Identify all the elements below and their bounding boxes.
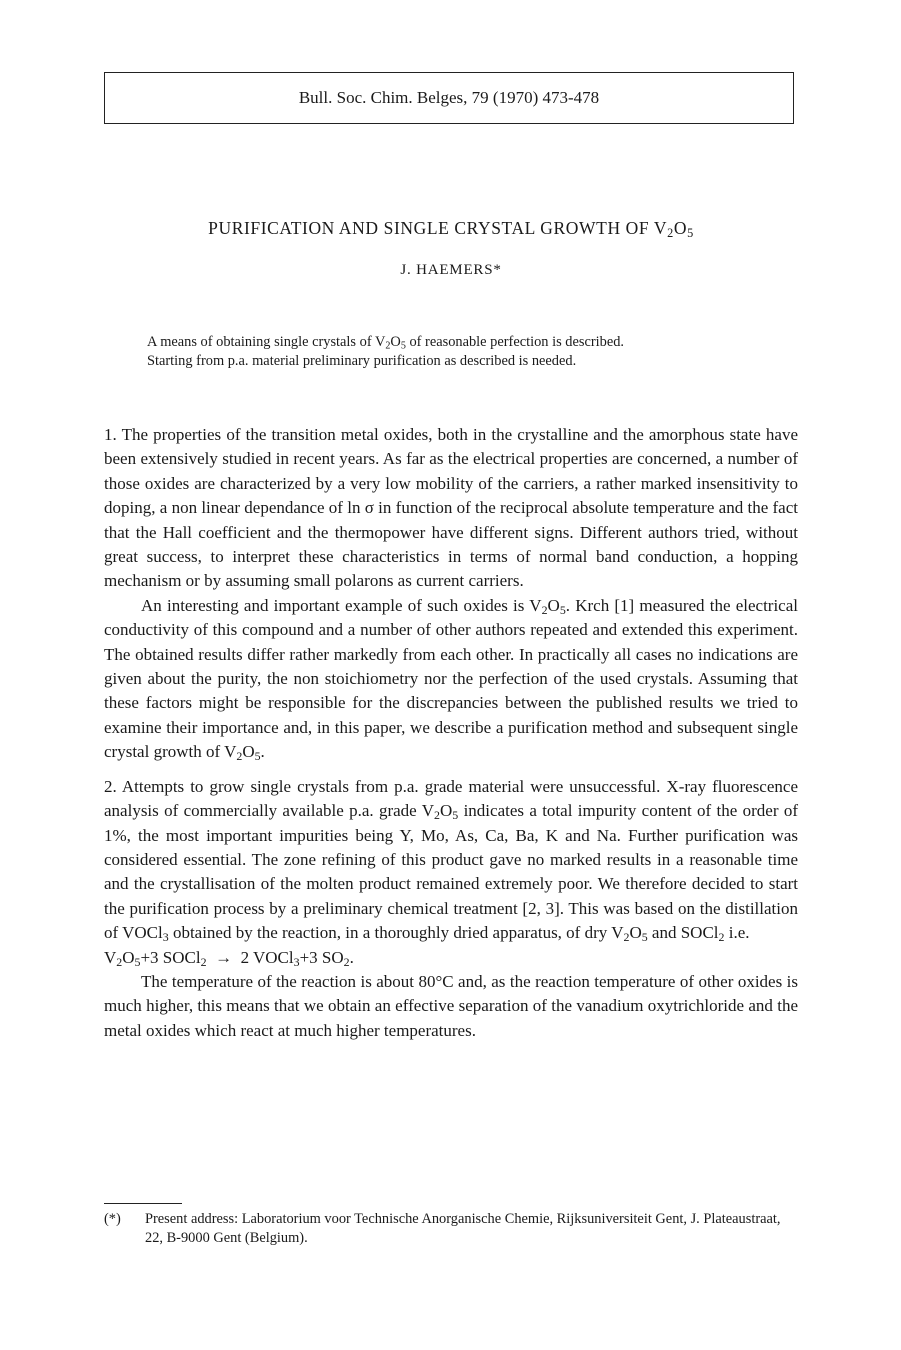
subscript: 5: [254, 749, 261, 764]
title-subscript: 5: [687, 226, 694, 241]
footnote: [104, 1210, 798, 1248]
body-text-span: .: [260, 742, 265, 762]
abstract-subscript: 5: [400, 340, 406, 352]
subscript: 5: [559, 602, 566, 617]
body-text-span: indicates a total impurity content of the order of 1%, the most important impurities being Y, Mo, As, Ca, Ba, K and Na. Further purification was considered essential. The zone refining of this product gave no marked results in a reasonable time and the crystallisation of the molten product remained extremely poor. We therefore decided to start the purification process by a preliminary chemical treatment [2, 3]. This was based on the distillation of VOCl: [104, 801, 799, 943]
section-1-paragraph: 1. The properties of the transition metal oxides, both in the crystalline and the amorphous state have been extensively studied in recent years. As far as the electrical properties are concerned, a number of those oxides are characterized by a very low mobility of the carriers, a rather marked insensitivity to doping, a non linear dependance of ln σ in function of the reciprocal absolute temperature and the fact that the Hall coefficient and the thermopower have different signs. Different authors tried, without great success, to interpret these characteristics in terms of normal band conduction, a hopping mechanism or by assuming small polarons as current carriers.: [104, 425, 798, 591]
body-text-span: 2. Attempts to grow single crystals from p.a. grade material were unsuccessful. X-ray fluorescence analysis of commercially available p.a. grade V: [104, 776, 798, 821]
title-text: PURIFICATION AND SINGLE CRYSTAL GROWTH OF V: [208, 218, 668, 238]
body-text-span: An interesting and important example of such oxides is V: [141, 595, 542, 615]
section-1-paragraph-2: [104, 594, 798, 765]
body-text-span: O: [440, 801, 453, 821]
abstract-text: of reasonable perfection is described.: [405, 334, 625, 350]
equation-text: O: [122, 947, 135, 967]
journal-citation: Bull. Soc. Chim. Belges, 79 (1970) 473-478: [298, 88, 600, 107]
body-text: [104, 423, 798, 1043]
equation-text: .: [349, 947, 354, 967]
journal-citation-box: [104, 72, 794, 124]
subscript: 2: [200, 954, 207, 969]
abstract-line: [147, 333, 767, 352]
abstract-line: Starting from p.a. material preliminary purification as described is needed.: [147, 353, 577, 369]
subscript: 5: [452, 808, 459, 823]
subscript: 3: [162, 930, 169, 945]
equation-text: +3 SO: [299, 947, 344, 967]
subscript: 2: [434, 808, 440, 823]
abstract: [147, 333, 767, 371]
body-text-span: and SOCl: [647, 923, 719, 943]
body-text-span: O: [547, 595, 560, 615]
footnote-text: Present address: Laboratorium voor Technische Anorganische Chemie, Rijksuniversiteit Gent, J. Plateaustraat, 22, B-9000 Gent (Belgium).: [145, 1211, 781, 1246]
title-subscript: 2: [667, 226, 674, 241]
footnote-divider: [104, 1203, 182, 1204]
subscript: 5: [641, 930, 648, 945]
subscript: 2: [623, 930, 630, 945]
equation-text: +3 SOCl: [140, 947, 201, 967]
paper-title: [104, 218, 798, 239]
subscript: 2: [718, 930, 725, 945]
author-line: J. HAEMERS*: [400, 262, 502, 278]
equation-text: V: [104, 947, 117, 967]
equation-text: → 2 VOCl: [206, 947, 294, 967]
section-2-paragraph-2: The temperature of the reaction is about 80°C and, as the reaction temperature of other oxides is much higher, this means that we obtain an effective separation of the vanadium oxytrichloride and the metal oxides which react at much higher temperatures.: [104, 971, 798, 1040]
subscript: 2: [343, 954, 350, 969]
body-text-span: i.e.: [724, 923, 750, 943]
abstract-text: A means of obtaining single crystals of V: [147, 334, 386, 350]
subscript: 5: [134, 954, 141, 969]
body-text-span: obtained by the reaction, in a thoroughly dried apparatus, of dry V: [168, 923, 624, 943]
subscript: 2: [116, 954, 123, 969]
footnote-mark: (*): [104, 1211, 121, 1227]
abstract-text: O: [390, 334, 401, 350]
reaction-equation: [104, 946, 798, 970]
body-text-span: O: [242, 742, 255, 762]
title-text-mid: O: [673, 218, 688, 238]
section-2-paragraph: [104, 775, 798, 946]
subscript: 3: [293, 954, 300, 969]
body-text-span: . Krch [1] measured the electrical conductivity of this compound and a number of other authors repeated and extended this experiment. The obtained results differ rather markedly from each other. In practically all cases no indications are given about the purity, the non stoichiometry nor the perfection of the used crystals. Assuming that these factors might be responsible for the discrepancies between the published results we tried to examine their importance and, in this paper, we describe a purification method and subsequent single crystal growth of V: [104, 595, 799, 762]
subscript: 2: [236, 749, 243, 764]
body-text-span: O: [629, 923, 642, 943]
subscript: 2: [541, 602, 548, 617]
abstract-subscript: 2: [385, 340, 391, 352]
